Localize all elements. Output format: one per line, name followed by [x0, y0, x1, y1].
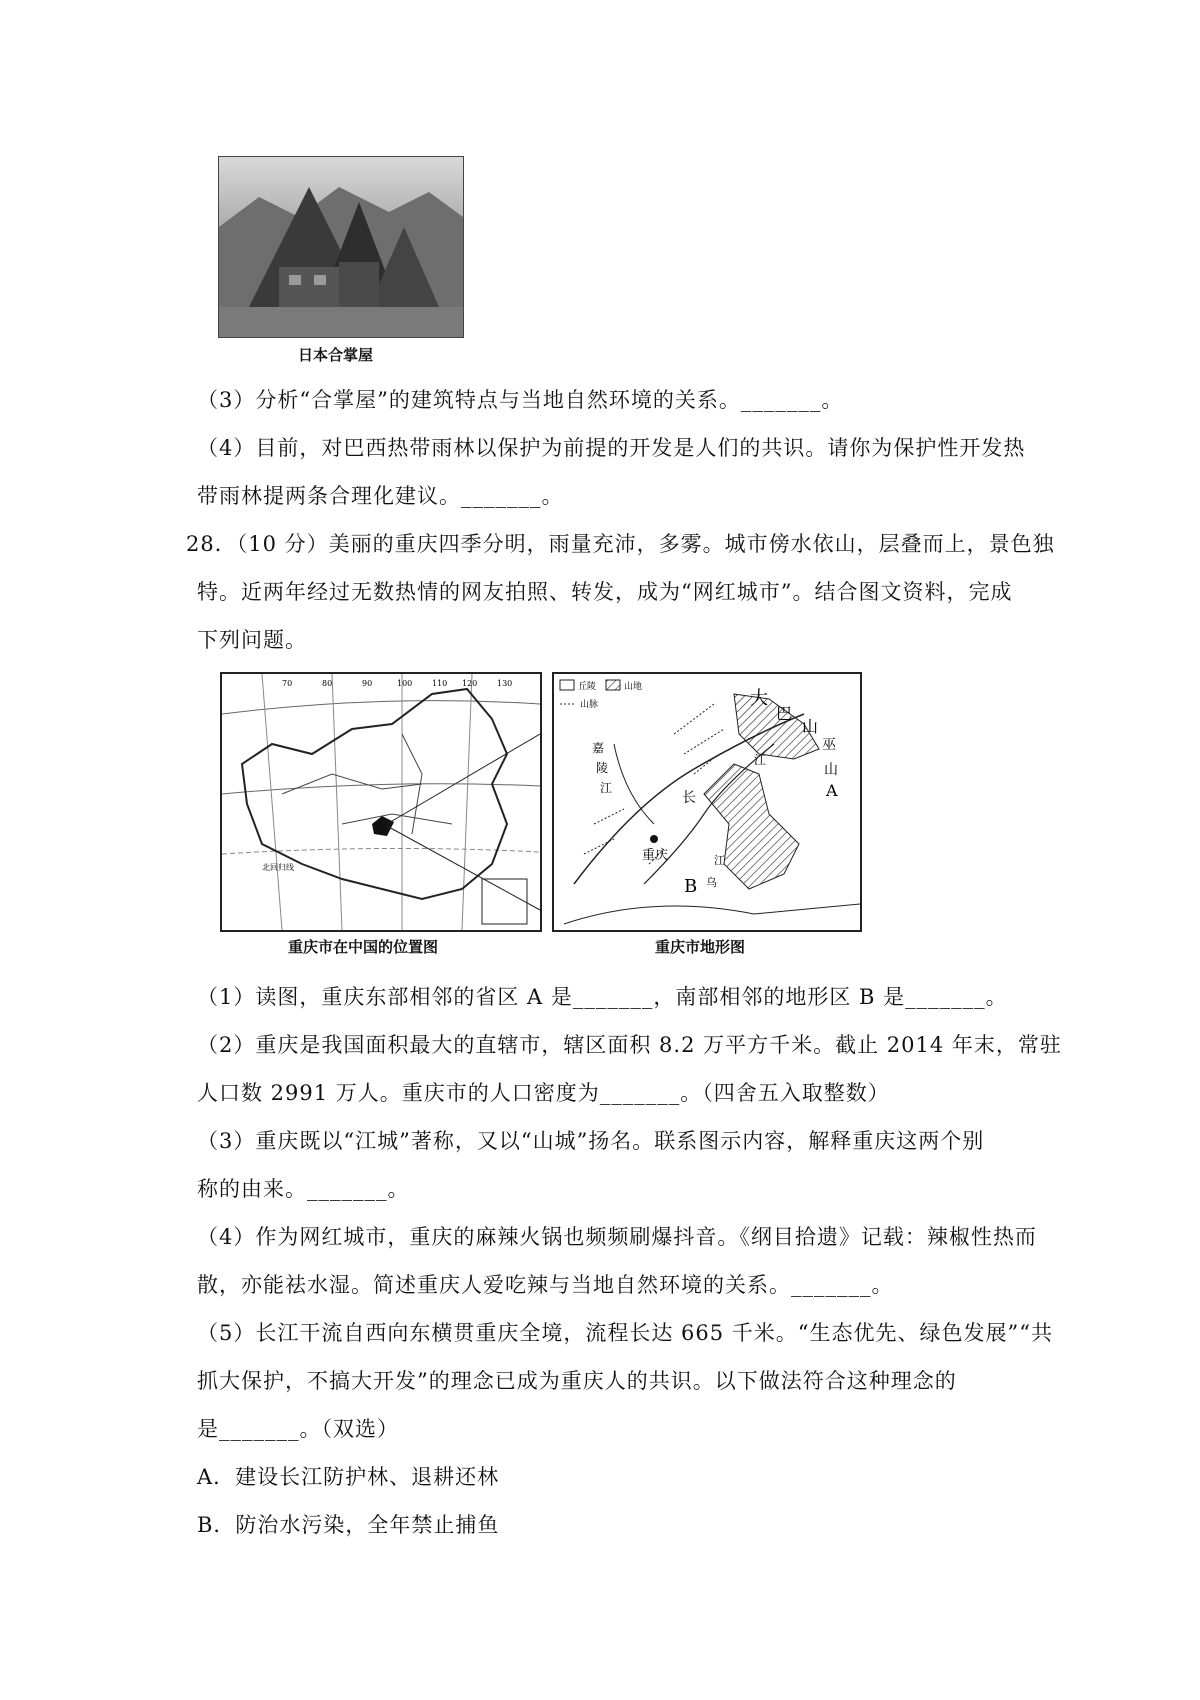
legend-hill: 丘陵: [578, 682, 597, 692]
q28-part5-line1: （5）长江干流自西向东横贯重庆全境，流程长达 665 千米。“生态优先、绿色发展”“共: [197, 1321, 1053, 1345]
legend-mountain: 山地: [624, 682, 643, 692]
label-shan-1: 山: [802, 717, 819, 736]
label-jiang-2: 江: [600, 781, 613, 795]
china-map-caption: 重庆市在中国的位置图: [288, 938, 439, 956]
label-wu: 巫: [822, 737, 836, 753]
label-ba: 巴: [776, 704, 793, 723]
china-map-graphic: [222, 674, 540, 930]
q28-intro-line2: 特。近两年经过无数热情的网友拍照、转发，成为“网红城市”。结合图文资料，完成: [197, 580, 1013, 604]
label-da: 大: [750, 688, 768, 709]
q28-intro-line1: 28．（10 分）美丽的重庆四季分明，雨量充沛，多雾。城市傍水依山，层叠而上，景色独: [186, 532, 1055, 556]
q28-part3-line1: （3）重庆既以“江城”著称，又以“山城”扬名。联系图示内容，解释重庆这两个别: [197, 1129, 985, 1153]
q27-part4-line1: （4）目前，对巴西热带雨林以保护为前提的开发是人们的共识。请你为保护性开发热: [197, 436, 1026, 460]
label-jiang-3: 江: [714, 854, 725, 867]
label-jia: 嘉: [592, 741, 605, 755]
tropic-label: 北回归线: [262, 863, 294, 872]
legend-range: 山脉: [580, 700, 599, 710]
lon-label: 80: [322, 679, 333, 688]
lon-label: 100: [397, 679, 413, 688]
chongqing-terrain-map: [552, 672, 862, 932]
label-ling: 陵: [596, 761, 609, 775]
photo-caption: 日本合掌屋: [298, 346, 374, 364]
label-chang: 长: [682, 790, 696, 806]
lon-label: 130: [497, 679, 513, 688]
label-city: 重庆: [642, 848, 669, 863]
q28-intro-line3: 下列问题。: [197, 628, 307, 652]
q28-part2-line1: （2）重庆是我国面积最大的直辖市，辖区面积 8.2 万平方千米。截止 2014 年末，常驻: [197, 1033, 1062, 1057]
lon-label: 70: [282, 679, 293, 688]
gassho-house-illustration: [219, 157, 463, 337]
q28-part2-line2: 人口数 2991 万人。重庆市的人口密度为_______。（四舍五入取整数）: [197, 1081, 890, 1105]
terrain-map-graphic: [554, 674, 860, 930]
label-jiang-1: 江: [754, 753, 767, 767]
q28-part1: （1）读图，重庆东部相邻的省区 A 是_______，南部相邻的地形区 B 是_______。: [197, 985, 1008, 1009]
q28-option-b: B．防治水污染，全年禁止捕鱼: [197, 1513, 500, 1537]
q28-part5-line2: 抓大保护，不搞大开发”的理念已成为重庆人的共识。以下做法符合这种理念的: [197, 1369, 957, 1393]
china-location-map: [220, 672, 542, 932]
label-a: A: [826, 781, 838, 800]
q28-part5-line3: 是_______。（双选）: [197, 1417, 399, 1441]
terrain-map-caption: 重庆市地形图: [655, 938, 746, 956]
q27-part3: （3）分析“合掌屋”的建筑特点与当地自然环境的关系。_______。: [197, 388, 844, 412]
q28-option-a: A．建设长江防护林、退耕还林: [197, 1465, 500, 1489]
q28-part4-line1: （4）作为网红城市，重庆的麻辣火锅也频频刷爆抖音。《纲目拾遗》记载：辣椒性热而: [197, 1225, 1037, 1249]
label-wu-2: 乌: [706, 876, 717, 889]
q27-part4-line2: 带雨林提两条合理化建议。_______。: [197, 484, 564, 508]
q28-part4-line2: 散，亦能祛水湿。简述重庆人爱吃辣与当地自然环境的关系。_______。: [197, 1273, 894, 1297]
lon-label: 110: [432, 679, 448, 688]
label-shan-2: 山: [824, 762, 838, 778]
lon-label: 90: [362, 679, 373, 688]
q28-part3-line2: 称的由来。_______。: [197, 1177, 410, 1201]
lon-label: 120: [462, 679, 478, 688]
label-b: B: [684, 876, 698, 897]
gassho-house-photo: [218, 156, 464, 338]
